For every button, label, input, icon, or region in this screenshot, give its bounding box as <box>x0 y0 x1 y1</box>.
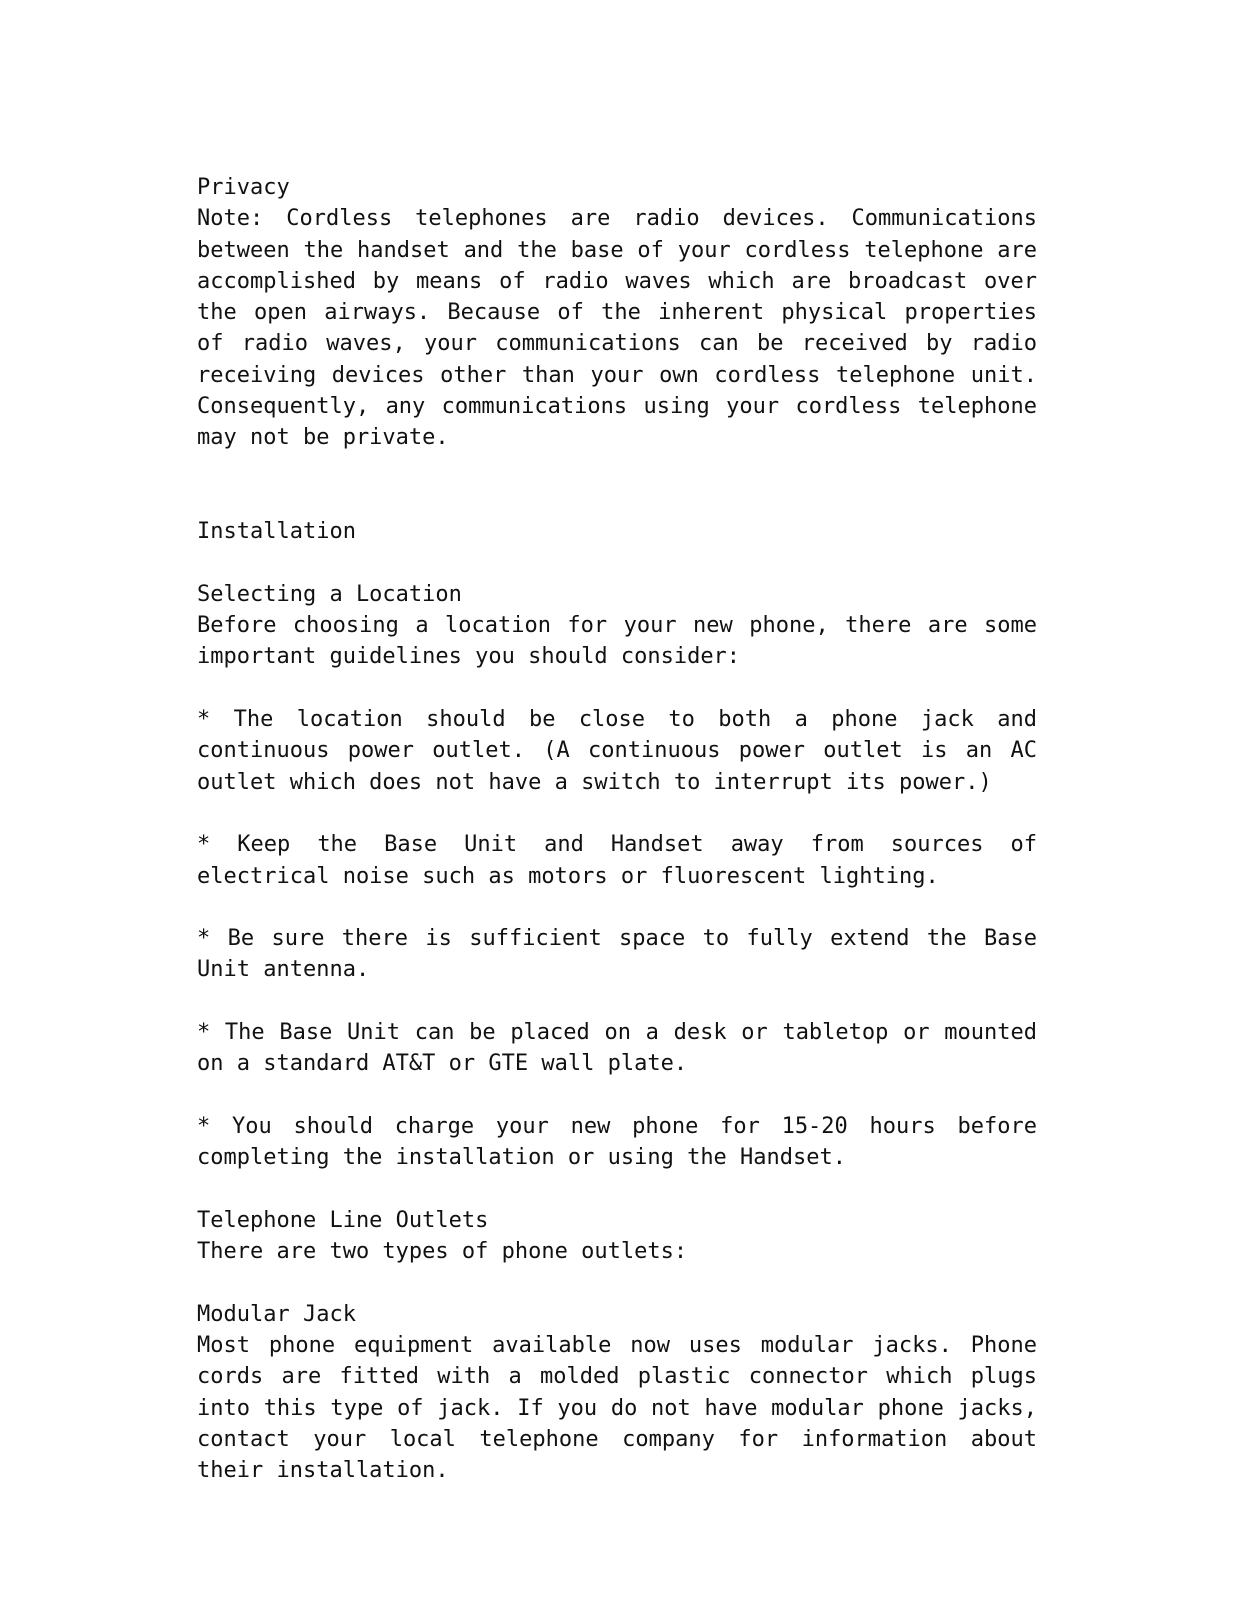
modular-jack-heading: Modular Jack <box>197 1301 356 1327</box>
telephone-outlets-intro: There are two types of phone outlets: <box>197 1239 688 1265</box>
guideline-item: * You should charge your new phone for 15-20 hours before completing the installation or using the Handset. <box>197 1113 1037 1171</box>
privacy-heading: Privacy <box>197 175 290 200</box>
modular-jack-text: Most phone equipment available now uses modular jacks. Phone cords are fitted with a molded plastic connector which plugs into this type of jack. If you do not have modular phone jacks, contact your local telephone company for information about their installation. <box>197 1332 1037 1484</box>
guideline-item: * Keep the Base Unit and Handset away from sources of electrical noise such as motors or fluorescent lighting. <box>197 832 1037 889</box>
privacy-note: Note: Cordless telephones are radio devices. Communications between the handset and the base of your cordless telephone are accomplished by means of radio waves which are broadcast over the open airways. Because of the inherent physical properties of radio waves, your communications can be received by radio receiving devices other than your own cordless telephone unit. Consequently, any communications using your cordless telephone may not be private. <box>197 206 1037 451</box>
telephone-outlets-heading: Telephone Line Outlets <box>197 1207 489 1233</box>
guideline-item: * Be sure there is sufficient space to fully extend the Base Unit antenna. <box>197 926 1037 983</box>
document-page <box>197 172 1037 1486</box>
installation-heading: Installation <box>197 519 356 545</box>
guideline-item: * The Base Unit can be placed on a desk or tabletop or mounted on a standard AT&T or GTE wall plate. <box>197 1020 1037 1077</box>
guideline-item: * The location should be close to both a phone jack and continuous power outlet. (A continuous power outlet is an AC outlet which does not have a switch to interrupt its power.) <box>197 707 1037 795</box>
selecting-location-heading: Selecting a Location <box>197 581 462 607</box>
selecting-location-intro: Before choosing a location for your new phone, there are some important guidelines you should consider: <box>197 613 1037 670</box>
